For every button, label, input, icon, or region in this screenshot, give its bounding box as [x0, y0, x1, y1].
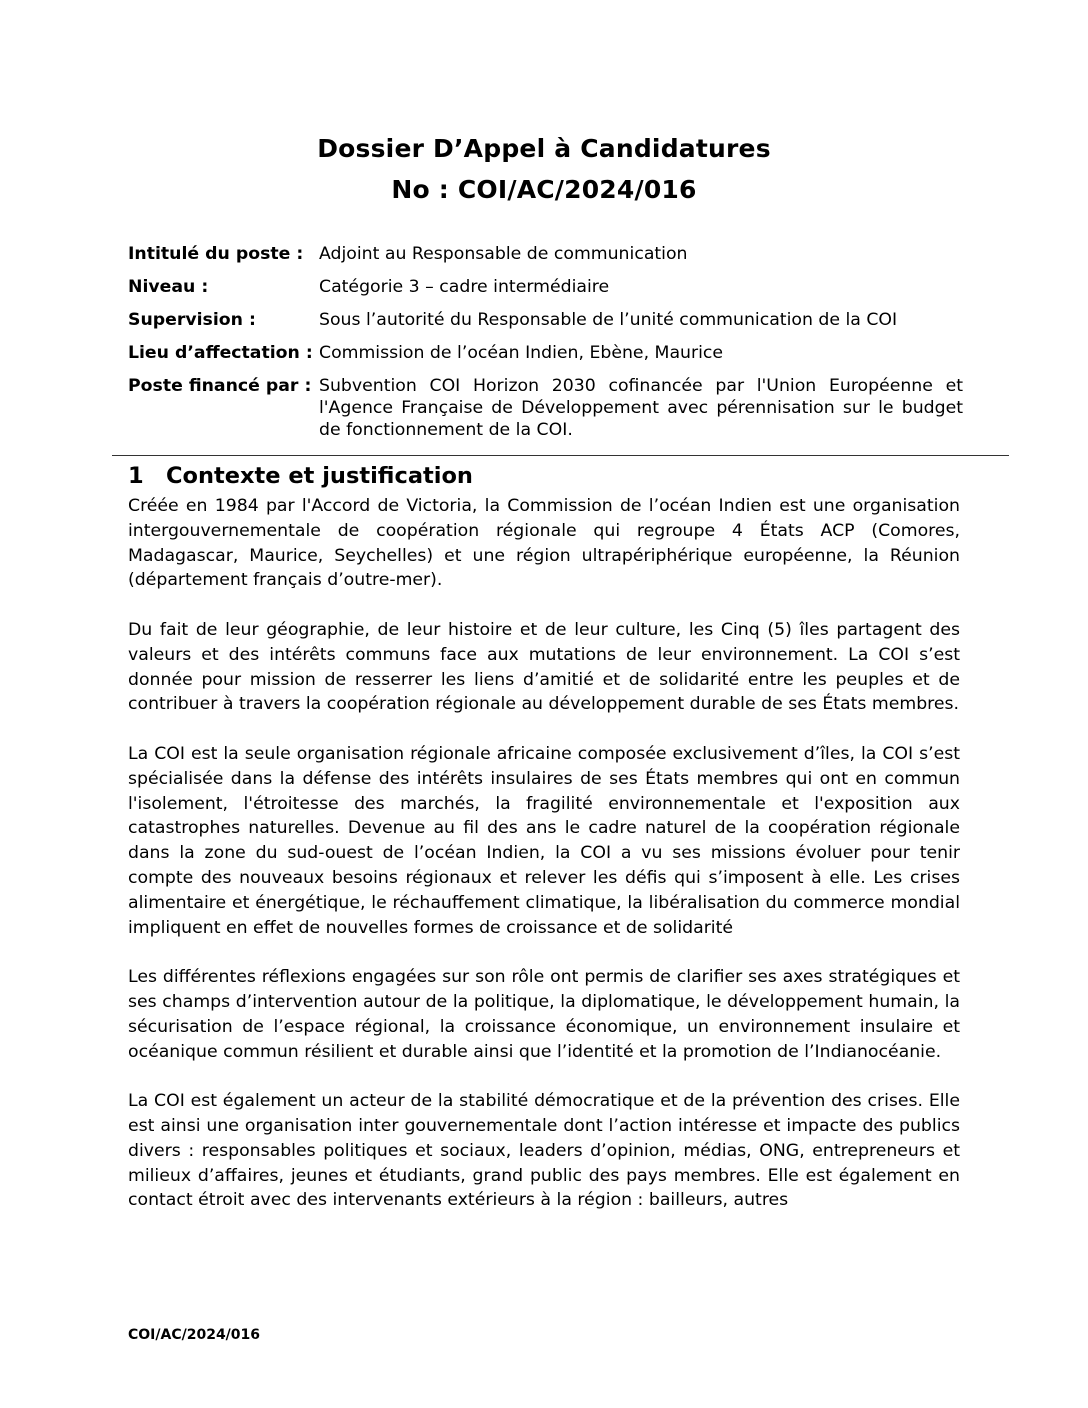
- paragraph: Créée en 1984 par l'Accord de Victoria, la Commission de l’océan Indien est une organisation intergouvernementale de coopération régionale qui regroupe 4 États ACP (Comores, Madagascar, Maurice, Seychelles) et une région ultrapériphérique européenne, la Réunion (département français d’outre-mer).: [128, 496, 960, 591]
- info-label: Intitulé du poste :: [128, 244, 304, 264]
- info-row-supervision: [128, 309, 963, 331]
- paragraph: Du fait de leur géographie, de leur histoire et de leur culture, les Cinq (5) îles partagent des valeurs et des intérêts communs face aux mutations de leur environnement. La COI s’est donnée pour mission de resserrer les liens d’amitié et de solidarité entre les peuples et de contribuer à travers la coopération régionale au développement durable de ses États membres.: [128, 619, 960, 715]
- document-reference-number: No : COI/AC/2024/016: [391, 175, 697, 204]
- info-label: Supervision :: [128, 310, 256, 330]
- info-label: Niveau :: [128, 277, 209, 297]
- info-row-location: [128, 342, 963, 364]
- info-row-funding: [128, 375, 963, 441]
- paragraph: La COI est également un acteur de la stabilité démocratique et de la prévention des crises. Elle est ainsi une organisation inter gouvernementale dont l’action intéresse et impacte des publics divers : responsables politiques et sociaux, leaders d’opinion, médias, ONG, entrepreneurs et milieux d’affaires, jeunes et étudiants, grand public des pays membres. Elle est également en contact étroit avec des intervenants extérieurs à la région : bailleurs, autres: [128, 1091, 960, 1211]
- info-label: Poste financé par :: [128, 376, 312, 396]
- horizontal-divider: [112, 455, 1009, 456]
- paragraph: La COI est la seule organisation régionale africaine composée exclusivement d’îles, la COI s’est spécialisée dans la défense des intérêts insulaires de ses États membres qui ont en commun l'isolement, l'étroitesse des marchés, la fragilité environnementale et l'exposition aux catastrophes naturelles. Devenue au fil des ans le cadre naturel de la coopération régionale dans la zone du sud-ouest de l’océan Indien, la COI a vu ses missions évoluer pour tenir compte des nouveaux besoins régionaux et relever les défis qui s’imposent à elle. Les crises alimentaire et énergétique, le réchauffement climatique, la libéralisation du commerce mondial impliquent en effet de nouvelles formes de croissance et de solidarité: [128, 743, 960, 938]
- section-heading: [128, 463, 473, 489]
- footer-reference: COI/AC/2024/016: [128, 1327, 261, 1343]
- info-label: Lieu d’affectation :: [128, 343, 313, 363]
- paragraph: Les différentes réflexions engagées sur son rôle ont permis de clarifier ses axes stratégiques et ses champs d’intervention autour de la politique, la diplomatique, le développement humain, la sécurisation de l’espace régional, la croissance économique, un environnement insulaire et océanique commun résilient et durable ainsi que l’identité et la promotion de l’Indianocéanie.: [128, 967, 960, 1062]
- info-value: Catégorie 3 – cadre intermédiaire: [319, 277, 610, 297]
- info-row-level: [128, 276, 963, 298]
- section-title: Contexte et justification: [166, 463, 473, 489]
- info-row-job-title: [128, 243, 963, 265]
- section-number: 1: [128, 463, 144, 489]
- info-value: Commission de l’océan Indien, Ebène, Maurice: [319, 343, 724, 363]
- info-value: Subvention COI Horizon 2030 cofinancée par l'Union Européenne et l'Agence Française de Développement avec pérennisation sur le budget de fonctionnement de la COI.: [319, 376, 963, 440]
- document-title: Dossier D’Appel à Candidatures: [317, 134, 771, 163]
- info-value: Sous l’autorité du Responsable de l’unité communication de la COI: [319, 310, 898, 330]
- position-info-table: [128, 243, 963, 452]
- section-body: [128, 494, 960, 1238]
- info-value: Adjoint au Responsable de communication: [319, 244, 688, 264]
